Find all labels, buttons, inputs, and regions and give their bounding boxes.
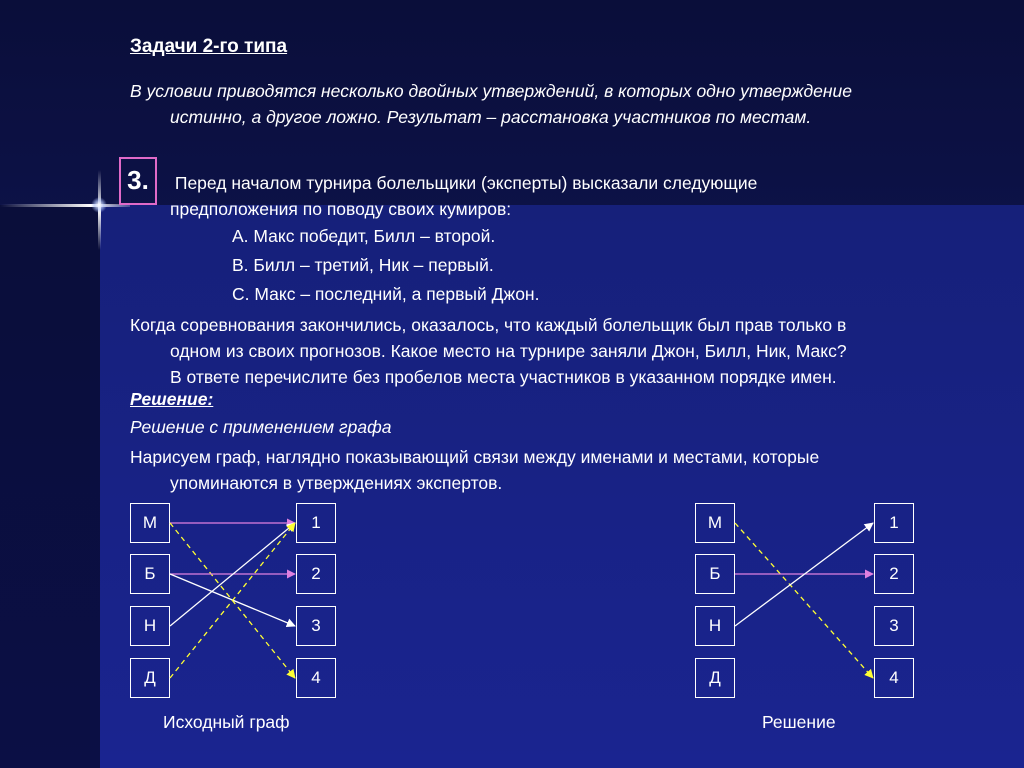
task-line-1: Перед началом турнира болельщики (эксперты) высказали следующие bbox=[170, 173, 758, 193]
graph1-place-node: 1 bbox=[296, 503, 336, 543]
graph1-name-node: М bbox=[130, 503, 170, 543]
graph2-caption: Решение bbox=[762, 712, 836, 732]
draw-line-2: упоминаются в утверждениях экспертов. bbox=[170, 473, 503, 493]
solution-method: Решение с применением графа bbox=[130, 417, 392, 437]
draw-line-1: Нарисуем граф, наглядно показывающий связи между именами и местами, которые bbox=[130, 447, 820, 467]
statement-c: С. Макс – последний, а первый Джон. bbox=[232, 284, 540, 304]
graph1-place-node: 2 bbox=[296, 554, 336, 594]
graph2-place-node: 3 bbox=[874, 606, 914, 646]
graph1-place-node: 4 bbox=[296, 658, 336, 698]
graph2-edge-М-4 bbox=[735, 523, 873, 678]
task-line-2: предположения по поводу своих кумиров: bbox=[170, 199, 512, 219]
graph2-place-node: 1 bbox=[874, 503, 914, 543]
slide-title: Задачи 2-го типа bbox=[130, 36, 288, 57]
statement-b: В. Билл – третий, Ник – первый. bbox=[232, 255, 494, 275]
condition-line-1: Когда соревнования закончились, оказалось, что каждый болельщик был прав только в bbox=[130, 315, 847, 335]
graph2-name-node: Д bbox=[695, 658, 735, 698]
graph1-name-node: Н bbox=[130, 606, 170, 646]
graph2-place-node: 4 bbox=[874, 658, 914, 698]
solution-heading: Решение: bbox=[130, 389, 214, 409]
graph1-place-node: 3 bbox=[296, 606, 336, 646]
task-number-box: 3. bbox=[119, 157, 157, 205]
graph2-name-node: Н bbox=[695, 606, 735, 646]
graph2-place-node: 2 bbox=[874, 554, 914, 594]
graph1-caption: Исходный граф bbox=[163, 712, 290, 732]
graph2-name-node: Б bbox=[695, 554, 735, 594]
graph1-name-node: Д bbox=[130, 658, 170, 698]
intro-line-1: В условии приводятся несколько двойных утверждений, в которых одно утверждение bbox=[130, 81, 852, 101]
condition-line-3: В ответе перечислите без пробелов места участников в указанном порядке имен. bbox=[170, 367, 837, 387]
intro-line-2: истинно, а другое ложно. Результат – расстановка участников по местам. bbox=[170, 107, 812, 127]
graph1-name-node: Б bbox=[130, 554, 170, 594]
condition-line-2: одном из своих прогнозов. Какое место на турнире заняли Джон, Билл, Ник, Макс? bbox=[170, 341, 847, 361]
graph2-name-node: М bbox=[695, 503, 735, 543]
statement-a: А. Макс победит, Билл – второй. bbox=[232, 226, 496, 246]
